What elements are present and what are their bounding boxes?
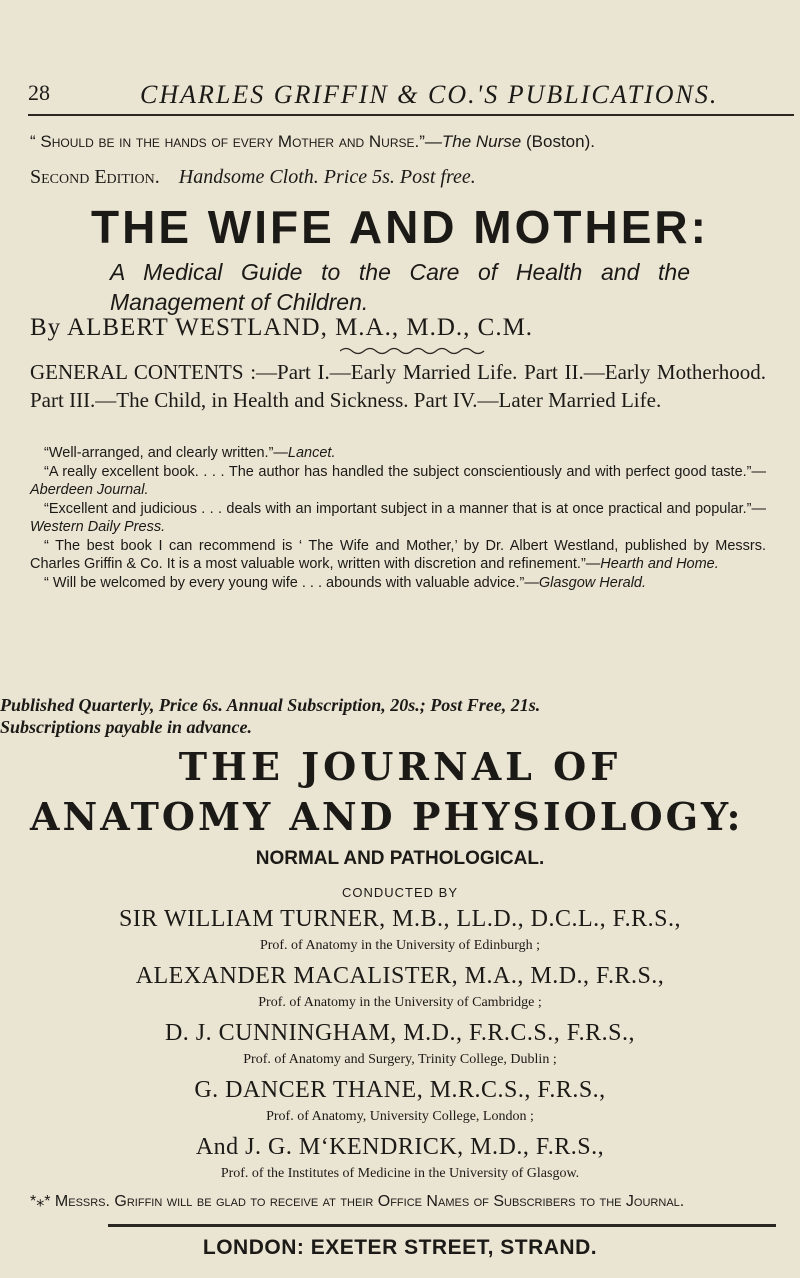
review-text: “ Will be welcomed by every young wife . . . abounds with valuable advice.”—	[44, 574, 539, 591]
editor-name: And J. G. M‘KENDRICK, M.D., F.R.S.,	[195, 1134, 605, 1160]
book-title: THE WIFE AND MOTHER:	[91, 201, 709, 253]
edition-line	[30, 166, 476, 189]
editor-post: Prof. of Anatomy in the University of Cambridge ;	[258, 995, 542, 1010]
footer-rule	[108, 1224, 776, 1227]
top-quote	[30, 132, 595, 152]
press-reviews	[30, 444, 766, 592]
review-source: Glasgow Herald.	[538, 574, 647, 591]
editor-name: SIR WILLIAM TURNER, M.B., LL.D., D.C.L., F.R.S.,	[119, 906, 681, 932]
top-quote-source: The Nurse	[441, 132, 522, 151]
editor-name: D. J. CUNNINGHAM, M.D., F.R.C.S., F.R.S.,	[164, 1020, 636, 1046]
published-line: Published Quarterly, Price 6s. Annual Subscription, 20s.; Post Free, 21s.	[0, 695, 541, 715]
edition-details: Handsome Cloth. Price 5s. Post free.	[178, 166, 476, 188]
publisher-address: LONDON: EXETER STREET, STRAND.	[202, 1236, 598, 1259]
review-item	[30, 537, 766, 574]
conducted-by: CONDUCTED BY	[341, 885, 458, 900]
book-subtitle: A Medical Guide to the Care of Health and the Management of Children.	[110, 259, 690, 315]
subscriber-notice: *⁎* Messrs. Griffin will be glad to receive at their Office Names of Subscribers to the Journal.	[30, 1193, 685, 1210]
edition-label: Second Edition.	[30, 166, 160, 188]
running-title: CHARLES GRIFFIN & CO.'S PUBLICATIONS.	[140, 80, 719, 109]
journal-normal-line: NORMAL AND PATHOLOGICAL.	[255, 848, 545, 869]
review-item	[30, 463, 766, 500]
journal-title-line-1: THE JOURNAL OF	[178, 744, 622, 789]
book-author: By ALBERT WESTLAND, M.A., M.D., C.M.	[30, 314, 534, 341]
header-rule	[28, 114, 794, 116]
editor-name: G. DANCER THANE, M.R.C.S., F.R.S.,	[194, 1077, 606, 1103]
review-item	[30, 500, 766, 537]
review-text: “Excellent and judicious . . . deals with an important subject in a manner that is at once practical and popular.”—	[44, 500, 766, 517]
review-source: Western Daily Press.	[30, 519, 166, 535]
editor-post: Prof. of Anatomy and Surgery, Trinity College, Dublin ;	[243, 1052, 557, 1067]
subscriptions-line: Subscriptions payable in advance.	[0, 717, 253, 737]
review-text: “Well-arranged, and clearly written.”—	[44, 445, 288, 461]
editor-post: Prof. of Anatomy, University College, London ;	[266, 1109, 534, 1124]
editor-post: Prof. of Anatomy in the University of Edinburgh ;	[259, 938, 541, 953]
top-quote-text: “ Should be in the hands of every Mother and Nurse.”—	[30, 132, 442, 151]
review-source: Hearth and Home.	[600, 556, 719, 572]
top-quote-place: (Boston).	[521, 132, 595, 151]
ornament-squiggle-icon	[340, 346, 490, 356]
editor-post: Prof. of the Institutes of Medicine in the University of Glasgow.	[220, 1166, 580, 1181]
review-item	[30, 574, 766, 593]
review-source: Lancet.	[287, 445, 336, 461]
editor-name: ALEXANDER MACALISTER, M.A., M.D., F.R.S.,	[135, 963, 665, 989]
page-number: 28	[28, 80, 50, 105]
journal-published-info	[0, 694, 800, 738]
review-source: Aberdeen Journal.	[30, 482, 149, 498]
review-text: “ The best book I can recommend is ‘ The Wife and Mother,’ by Dr. Albert Westland, published by Messrs. Charles Griffin & Co. It is a most valuable work, written with discretion and refinement.”—	[30, 537, 766, 572]
journal-title-line-2: ANATOMY AND PHYSIOLOGY:	[30, 794, 744, 839]
general-contents: GENERAL CONTENTS :—Part I.—Early Married Life. Part II.—Early Motherhood. Part III.—The Child, in Health and Sickness. Part IV.—Later Married Life.	[30, 360, 766, 412]
review-text: “A really excellent book. . . . The author has handled the subject conscientiously and with perfect good taste.”—	[44, 463, 766, 480]
review-item	[30, 444, 766, 463]
